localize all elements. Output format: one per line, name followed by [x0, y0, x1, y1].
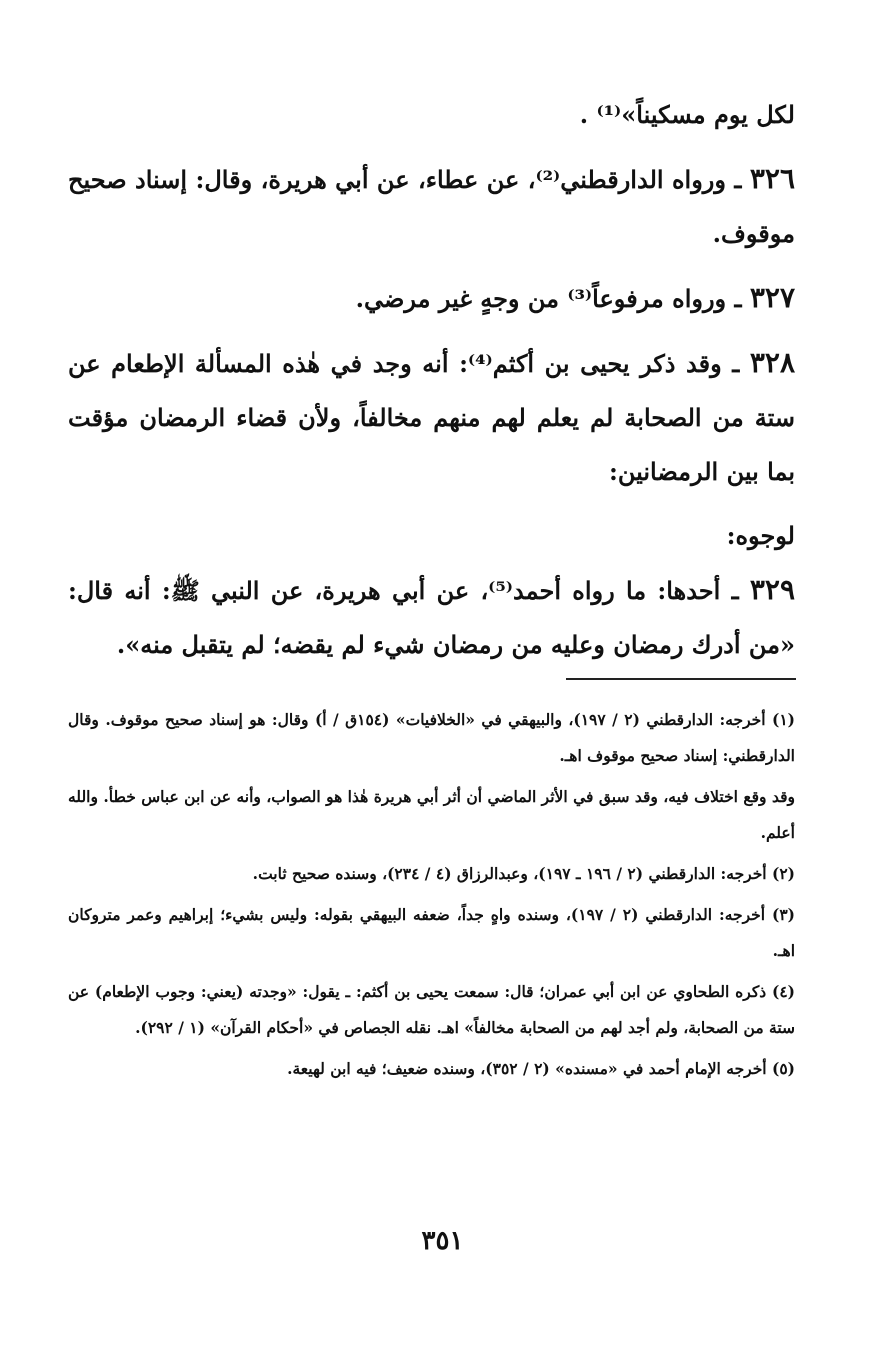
paragraph-text: ـ ورواه مرفوعاً⁽³⁾ من وجهٍ غير مرضي.	[355, 284, 750, 313]
footnote-1: (١) أخرجه: الدارقطني (٢ / ١٩٧)، والبيهقي في «الخلافيات» (١٥٤ق / أ) وقال: هو إسناد صحيح موقوف. وقال الدارقطني: إسناد صحيح موقوف اهـ.	[68, 710, 795, 765]
paragraph-text: لوجوه:	[726, 521, 795, 550]
paragraph-326	[68, 152, 795, 261]
page-number: ٣٥١	[421, 1226, 464, 1256]
paragraph-number: ٣٢٩	[749, 573, 796, 606]
footnote-separator	[566, 678, 796, 680]
footnote-5: (٥) أخرجه الإمام أحمد في «مسنده» (٢ / ٣٥٢)، وسنده ضعيف؛ فيه ابن لهيعة.	[287, 1059, 795, 1078]
paragraph-text: ـ ورواه الدارقطني⁽²⁾، عن عطاء، عن أبي هريرة، وقال: إسناد صحيح موقوف.	[68, 165, 795, 248]
paragraph-329	[68, 563, 795, 672]
paragraph-text: ـ أحدها: ما رواه أحمد⁽⁵⁾، عن أبي هريرة، عن النبي ﷺ: أنه قال: «من أدرك رمضان وعليه من رمضان شيء لم يقضه؛ لم يتقبل منه».	[68, 576, 795, 659]
paragraph-continuation	[68, 88, 795, 142]
main-text	[68, 88, 795, 672]
paragraph-number: ٣٢٧	[749, 281, 795, 314]
paragraph-number: ٣٢٨	[749, 346, 795, 379]
paragraph-text: لكل يوم مسكيناً»⁽¹⁾ .	[579, 100, 795, 129]
paragraph-text: ـ وقد ذكر يحيى بن أكثم⁽⁴⁾: أنه وجد في هٰذه المسألة الإطعام عن ستة من الصحابة لم يعلم لهم منهم مخالفاً، ولأن قضاء الرمضان مؤقت بما بين الرمضانين:	[68, 349, 795, 486]
footnote-2: (٢) أخرجه: الدارقطني (٢ / ١٩٦ ـ ١٩٧)، وعبدالرزاق (٤ / ٢٣٤)، وسنده صحيح ثابت.	[252, 864, 795, 883]
paragraph-heading-reasons	[68, 509, 795, 563]
paragraph-number: ٣٢٦	[749, 162, 795, 195]
footnote-1-continued: وقد وقع اختلاف فيه، وقد سبق في الأثر الماضي أن أثر أبي هريرة هٰذا هو الصواب، وأنه عن ابن عباس خطأ. والله أعلم.	[68, 787, 795, 842]
footnote-3: (٣) أخرجه: الدارقطني (٢ / ١٩٧)، وسنده واهٍ جداً، ضعفه البيهقي بقوله: وليس بشيء؛ إبراهيم وعمر متروكان اهـ.	[68, 905, 795, 960]
footnotes	[68, 702, 795, 1092]
paragraph-328	[68, 336, 795, 499]
footnote-4: (٤) ذكره الطحاوي عن ابن أبي عمران؛ قال: سمعت يحيى بن أكثم: ـ يقول: «وجدته (يعني: وجوب الإطعام) عن ستة من الصحابة، ولم أجد لهم من الصحابة مخالفاً» اهـ. نقله الجصاص في «أحكام القرآن» (١ / ٢٩٢).	[68, 982, 795, 1037]
paragraph-327	[68, 271, 795, 326]
